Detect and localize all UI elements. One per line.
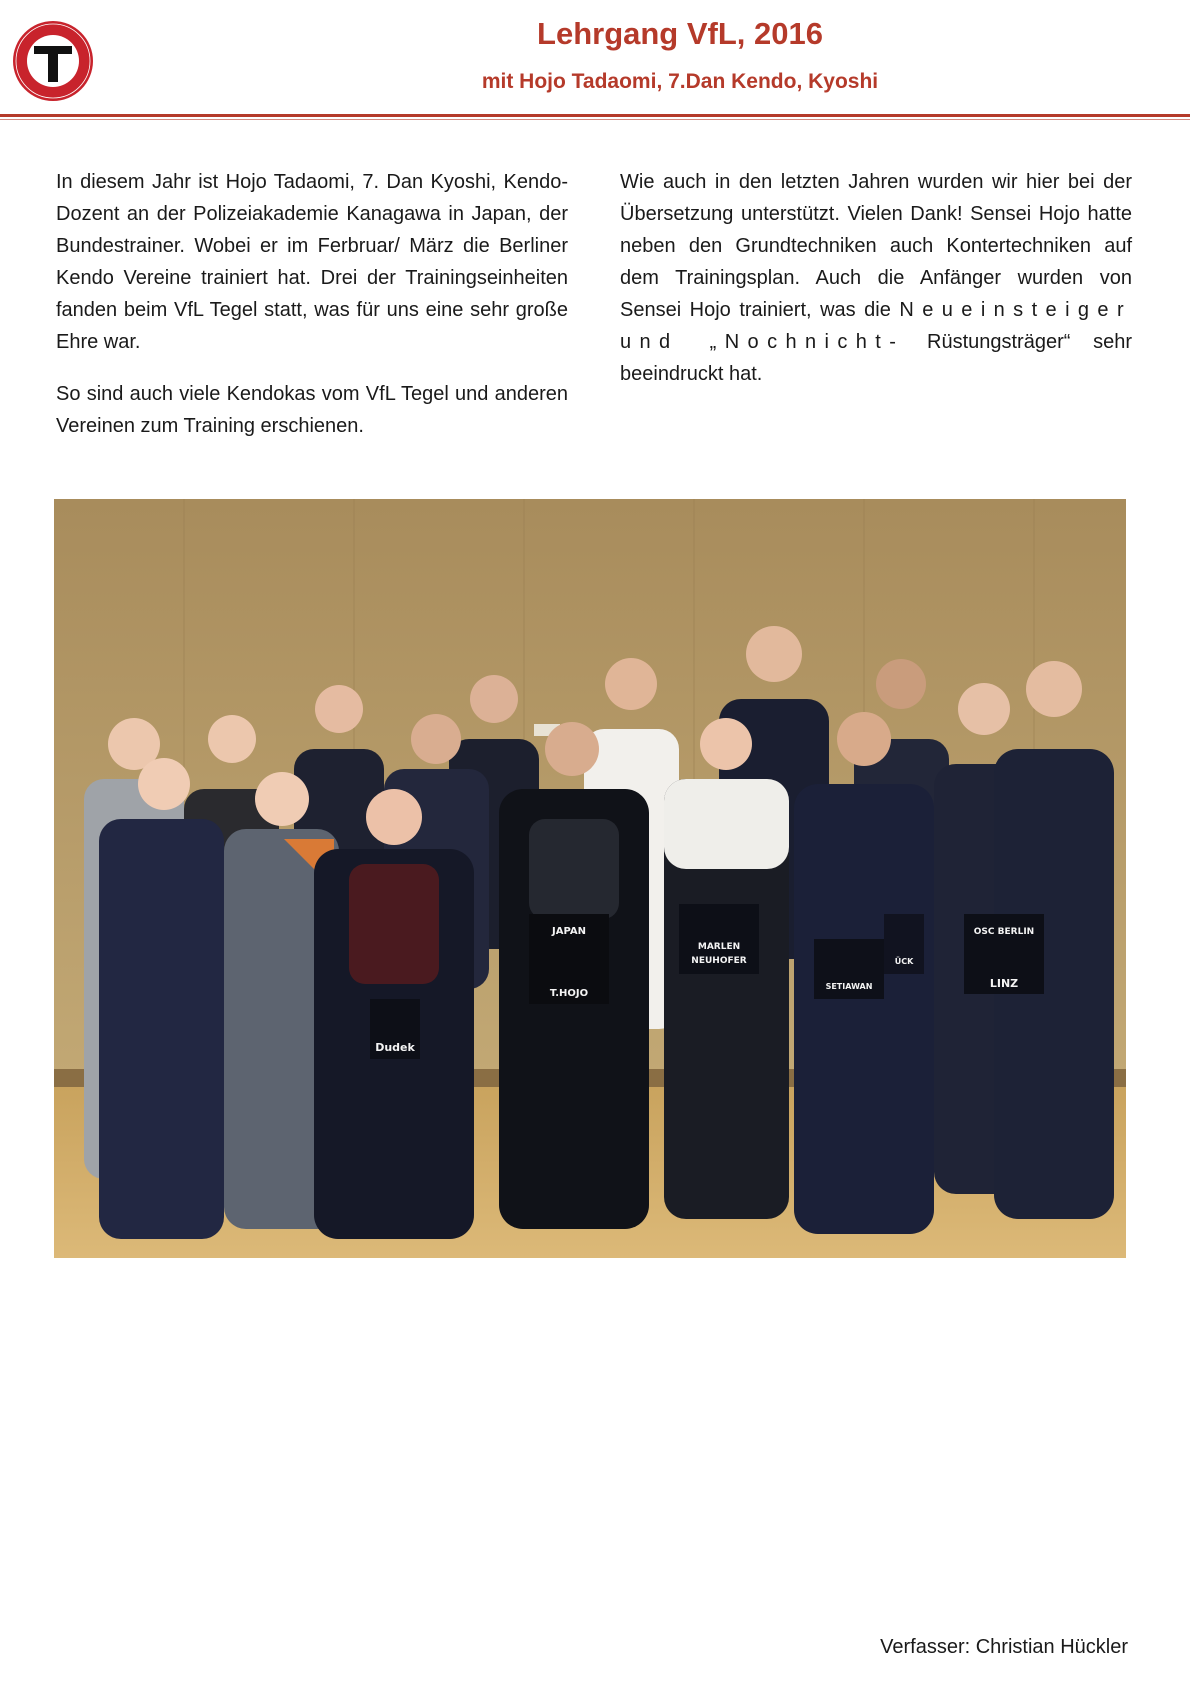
nametag: Dudek xyxy=(375,1041,415,1054)
nametag: OSC BERLIN xyxy=(973,927,1035,937)
author-credit: Verfasser: Christian Hückler xyxy=(880,1636,1128,1658)
paragraph-spaced: Neueinsteiger und „Nochnicht- xyxy=(620,299,1133,353)
nametag: T.HOJO xyxy=(549,988,589,999)
paragraph: So sind auch viele Kendokas vom VfL Tegel und anderen Vereinen zum Training erschienen. xyxy=(56,383,568,437)
page-subtitle: mit Hojo Tadaomi, 7.Dan Kendo, Kyoshi xyxy=(481,70,879,93)
nametag: MARLEN xyxy=(697,942,741,952)
nametag: ÜCK xyxy=(894,957,914,966)
nametag: SETIAWAN xyxy=(825,982,873,991)
paragraph-end: Rüstungsträger“ sehr beeindruckt hat. xyxy=(620,331,1132,385)
nametag: NEUHOFER xyxy=(691,956,747,966)
club-logo-icon xyxy=(12,20,94,102)
paragraph: In diesem Jahr ist Hojo Tadaomi, 7. Dan Kyoshi, Kendo-Dozent an der Polizeiakademie Kanagawa in Japan, der Bundestrainer. Wobei er im Ferbruar/ März die Berliner Kendo Vereine trainiert hat. Drei der Trainingseinheiten fanden beim VfL Tegel statt, was für uns eine sehr große Ehre war. xyxy=(56,171,568,353)
paragraph-main: Wie auch in den letzten Jahren wurden wir hier bei der Übersetzung unterstützt. Vielen Dank! Sensei Hojo hatte neben den Grundtechniken auch Kontertechniken auf dem Trainingsplan. Auch die Anfänger wurden von Sensei Hojo trainiert, was die xyxy=(620,171,1132,321)
group-photo xyxy=(54,499,1126,1258)
header-divider xyxy=(0,114,1190,117)
page-title: Lehrgang VfL, 2016 xyxy=(537,16,823,51)
header-divider-thin xyxy=(0,119,1190,120)
paragraph xyxy=(620,166,1132,390)
nametag: LINZ xyxy=(989,977,1019,990)
nametag: JAPAN xyxy=(552,926,586,937)
text-column-right xyxy=(620,166,1132,410)
text-column-left xyxy=(56,166,568,462)
